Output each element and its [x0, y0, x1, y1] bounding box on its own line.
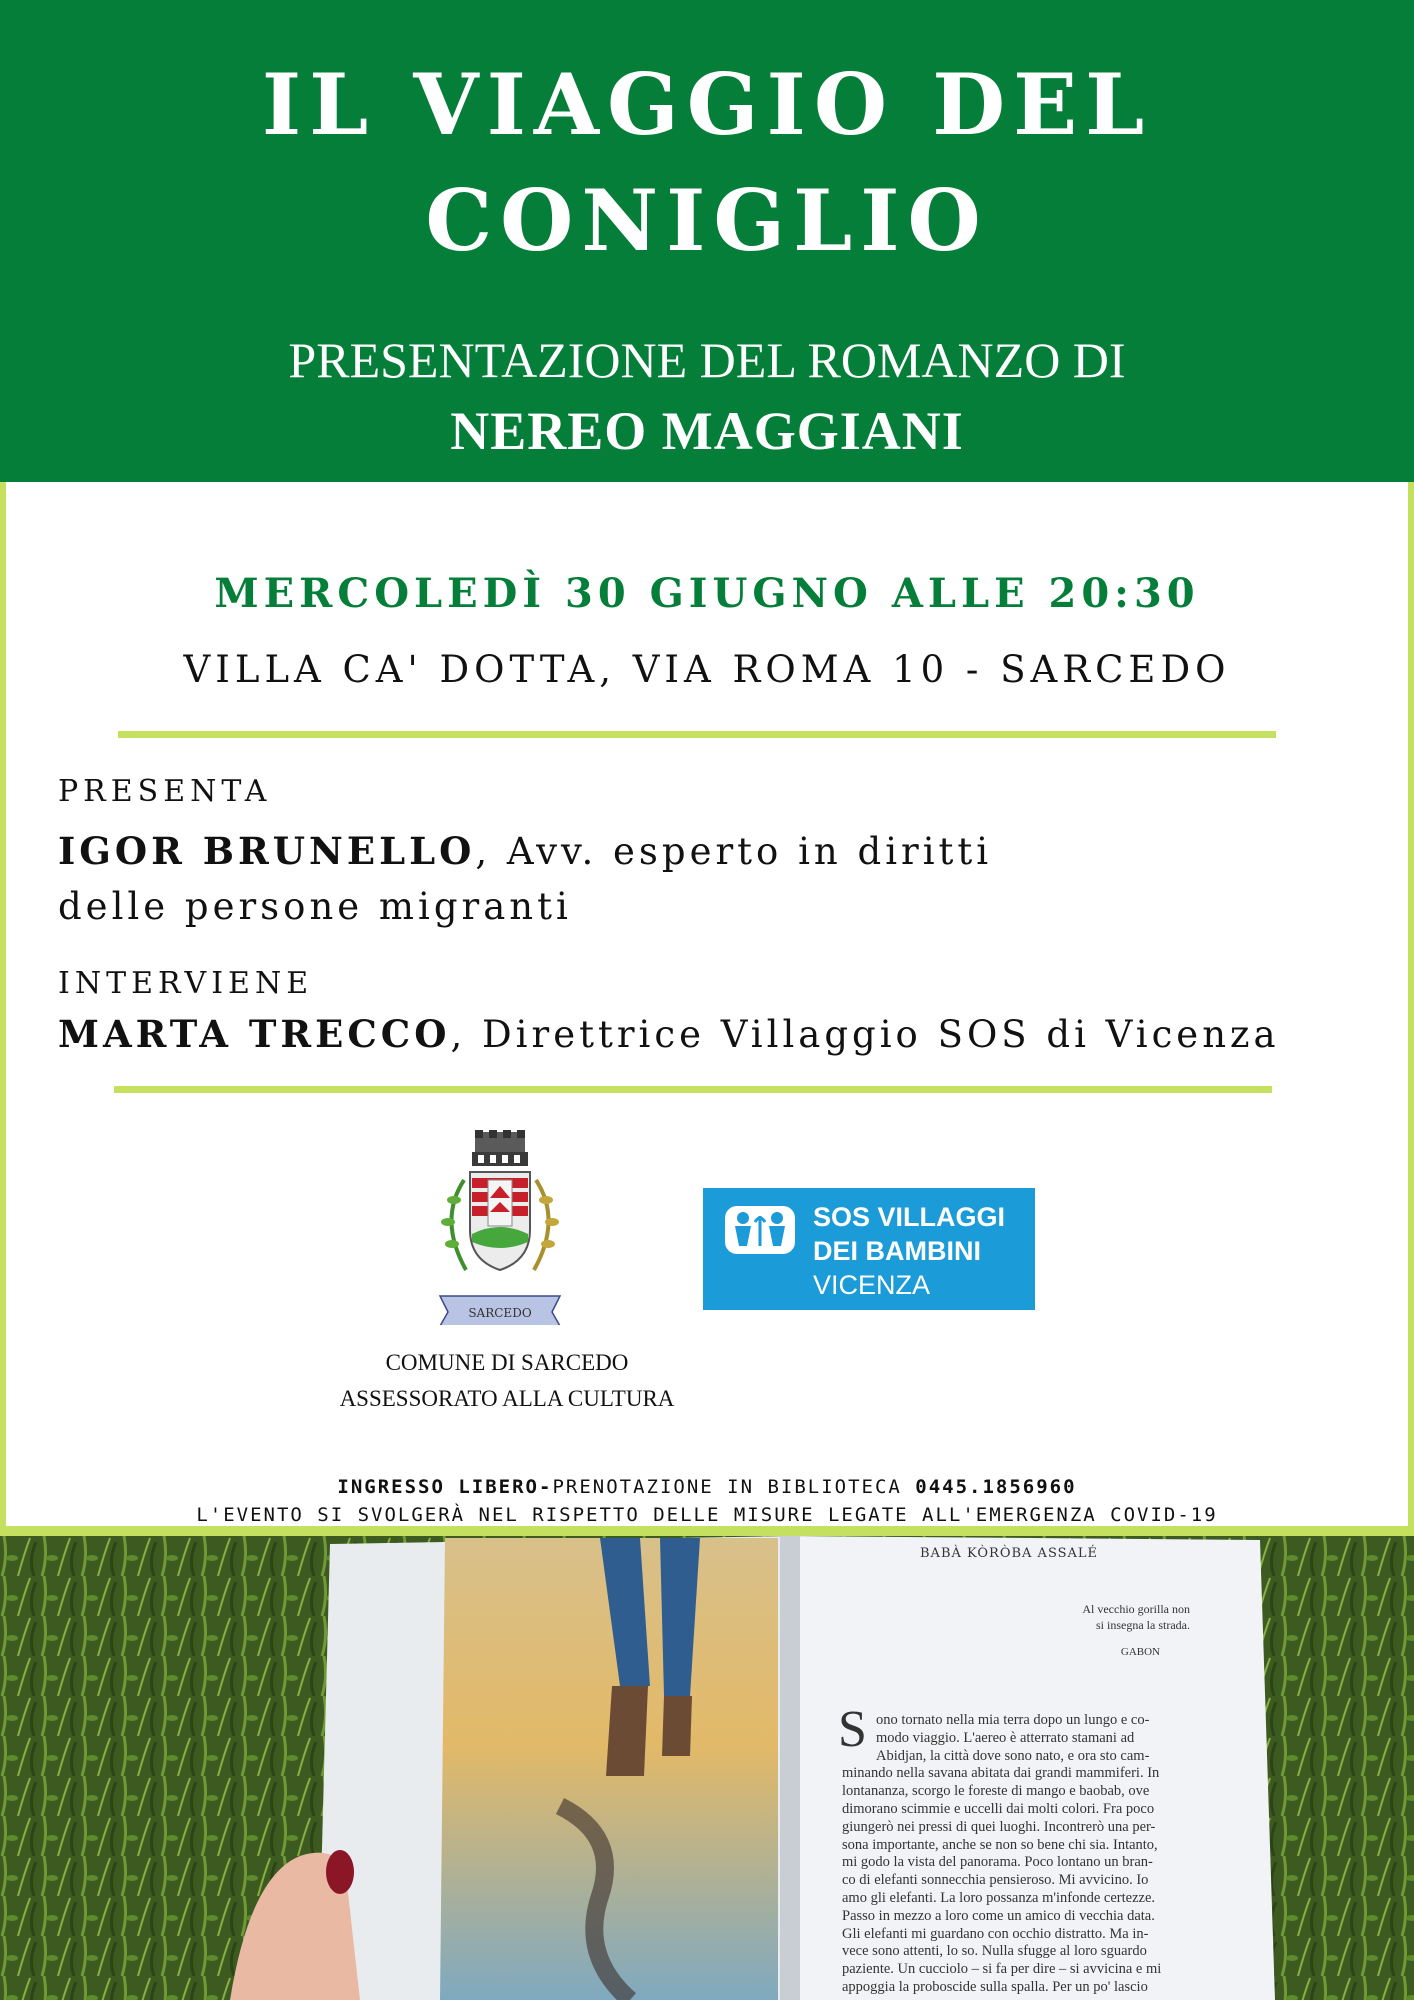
- sos-children-icon: [725, 1206, 795, 1254]
- subtitle: PRESENTAZIONE DEL ROMANZO DI: [288, 332, 1126, 388]
- speaker-marta-name: MARTA TRECCO: [58, 1012, 451, 1056]
- comune-line-2: ASSESSORATO ALLA CULTURA: [339, 1386, 675, 1411]
- book-body-line: paziente. Un cucciolo – si fa per dire – si avvicina e mi: [842, 1961, 1162, 1978]
- info-entry: INGRESSO LIBERO-: [337, 1476, 553, 1498]
- speaker-igor-line1: [58, 823, 992, 880]
- crest-ribbon-label: SARCEDO: [468, 1306, 532, 1320]
- event-venue: VILLA CA' DOTTA, VIA ROMA 10 - SARCEDO: [183, 648, 1231, 691]
- book-body-line: sona importante, anche se non so bene chi sia. Intanto,: [842, 1836, 1158, 1853]
- speaker-igor-desc: , Avv. esperto in diritti: [475, 830, 993, 873]
- role-presenta: PRESENTA: [58, 774, 272, 809]
- speaker-marta-desc: , Direttrice Villaggio SOS di Vicenza: [450, 1013, 1280, 1056]
- book-body-line: giungerò nei pressi di quei luoghi. Incontrerò una per-: [842, 1818, 1156, 1835]
- info-covid: L'EVENTO SI SVOLGERÀ NEL RISPETTO DELLE MISURE LEGATE ALL'EMERGENZA COVID-19: [196, 1504, 1218, 1526]
- book-epigraph-source: GABON: [1120, 1646, 1160, 1658]
- divider-top: [118, 731, 1276, 738]
- sos-line-1: SOS VILLAGGI: [813, 1202, 1006, 1232]
- info-booking: [0, 1476, 1414, 1498]
- sarcedo-crest-logo: [430, 1130, 570, 1325]
- book-drop-cap: S: [838, 1701, 867, 1758]
- title-line-1: IL VIAGGIO DEL: [261, 55, 1153, 154]
- info-booking-text: PRENOTAZIONE IN BIBLIOTECA: [552, 1476, 916, 1498]
- book-body-line: amo gli elefanti. La loro possanza m'infonde certezze.: [842, 1889, 1156, 1906]
- book-body-line: appoggia la proboscide sulla spalla. Per un po' lascio: [842, 1978, 1148, 1995]
- book-body-line: dimorano scimmie e uccelli dai molti colori. Fra poco: [842, 1800, 1155, 1817]
- role-interviene: INTERVIENE: [58, 966, 314, 1001]
- book-body-line: Gli elefanti mi guardano con occhio distratto. Ma in-: [842, 1925, 1149, 1942]
- book-photo: [0, 1536, 1414, 2000]
- author-name: NEREO MAGGIANI: [450, 401, 964, 461]
- book-body-line: Abidjan, la città dove sono nato, e ora sto cam-: [876, 1747, 1150, 1764]
- book-body-line: vece sono attenti, lo so. Nulla sfugge al loro sguardo: [842, 1943, 1147, 1960]
- speaker-marta-line1: [58, 1006, 1280, 1063]
- title-line-2: CONIGLIO: [425, 171, 989, 270]
- book-epigraph-line1: Al vecchio gorilla non: [1082, 1602, 1190, 1616]
- comune-line-1: COMUNE DI SARCEDO: [385, 1350, 629, 1375]
- book-body-line: co di elefanti sonnecchia pensieroso. Mi avvicino. Io: [842, 1872, 1149, 1889]
- book-body-line: minando nella savana abitata dai grandi mammiferi. In: [842, 1765, 1160, 1782]
- frame-right-border: [1408, 482, 1414, 1532]
- book-body-line: ono tornato nella mia terra dopo un lungo e co-: [876, 1712, 1150, 1728]
- divider-bottom: [114, 1086, 1272, 1093]
- header-banner: [0, 0, 1414, 482]
- book-body-line: lontananza, scorgo le foreste di mango e baobab, ove: [842, 1783, 1150, 1800]
- book-chapter-title: BABÀ KÒRÒBA ASSALÉ: [920, 1546, 1099, 1561]
- speaker-igor-name: IGOR BRUNELLO: [58, 829, 476, 873]
- book-body-text: [842, 1712, 1212, 1997]
- sos-line-3: VICENZA: [813, 1270, 931, 1300]
- sos-villaggi-logo: [703, 1188, 1035, 1310]
- book-epigraph-line2: si insegna la strada.: [1096, 1618, 1190, 1632]
- sos-line-2: DEI BAMBINI: [813, 1236, 981, 1266]
- book-body-line: mi godo la vista del panorama. Poco lontano un bran-: [842, 1854, 1153, 1871]
- speaker-igor-line2: delle persone migranti: [58, 885, 572, 928]
- book-body-line: Passo in mezzo a loro come un amico di vecchia data.: [842, 1907, 1155, 1924]
- info-phone: 0445.1856960: [915, 1476, 1077, 1498]
- event-date: MERCOLEDÌ 30 GIUGNO ALLE 20:30: [214, 570, 1200, 617]
- book-body-line: modo viaggio. L'aereo è atterrato stamani ad: [876, 1729, 1135, 1746]
- frame-bottom-border: [0, 1526, 1414, 1536]
